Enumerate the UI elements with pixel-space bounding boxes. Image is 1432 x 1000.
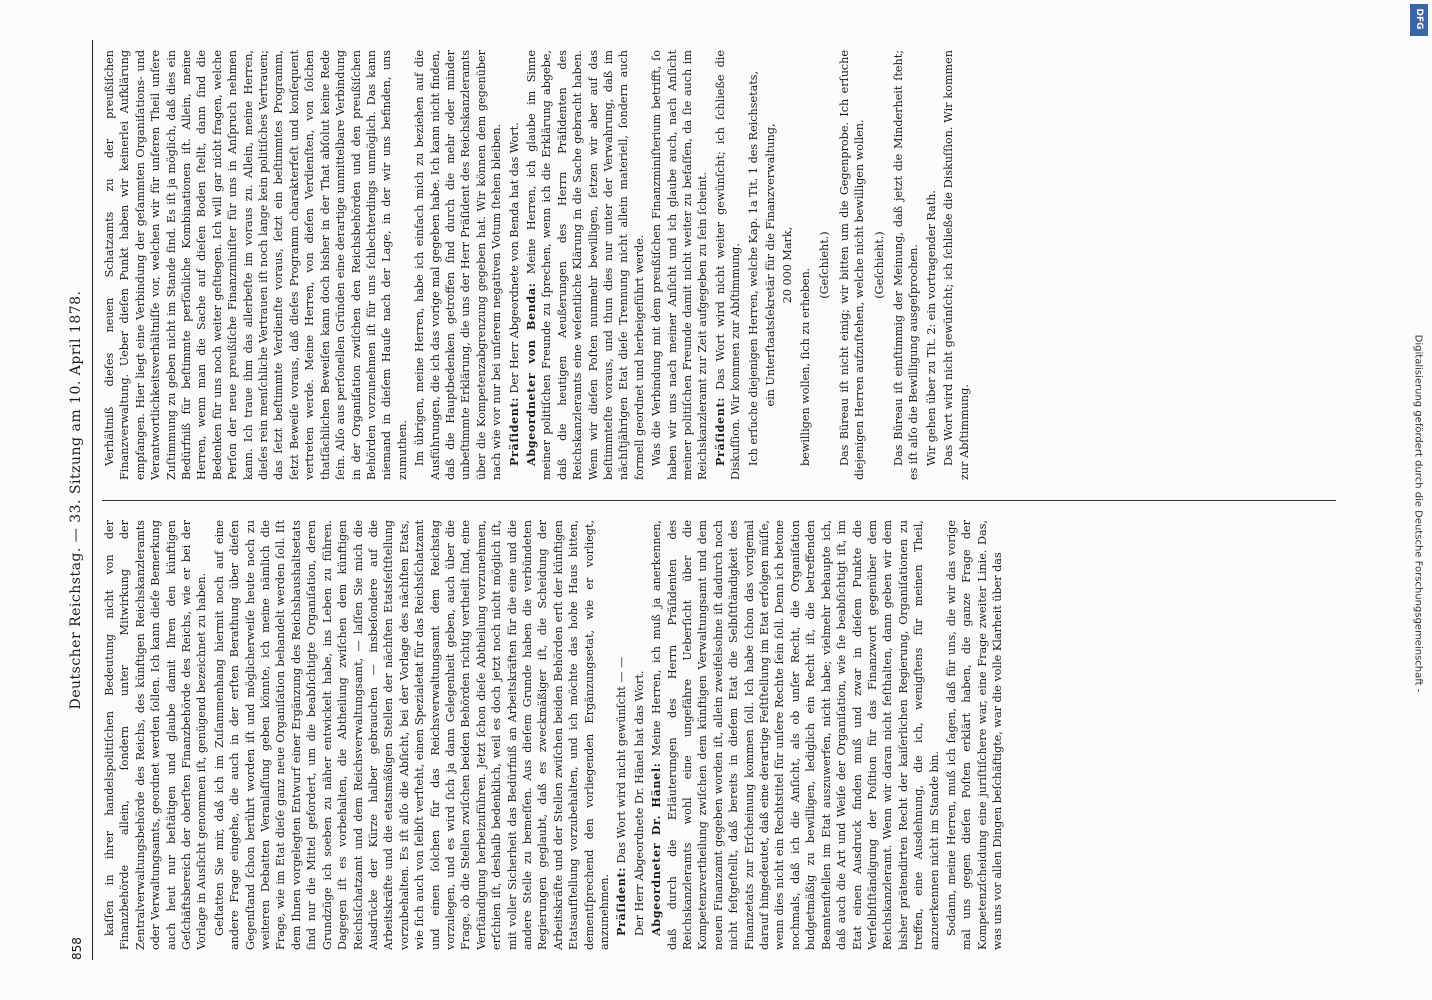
paragraph: Verhältniß dieſes neuen Schatzamts zu der preußiſchen Finanzverwaltung. Ueber dieſen Punkt haben wir keinerlei Aufklärung empfangen. Hier liegt eine Verbindung der geſammten Organiſations- und Verantwortlichkeitsverhältniſſe vor, welchen wir für unſeren Theil unſere Zuſtimmung zu geben nicht im Stande ſind. Es iſt ja möglich, daß dies ein Bedürfniß für beſtimmte perſönliche Kombinationen iſt. Allein, meine Herren, wenn man die Sache auf dieſen Boden ſtellt, dann ſind die Bedenken für uns noch weiter geſtiegen. Ich will gar nicht fragen, welche Perſon der neue preußiſche Finanzminiſter für uns in Anſpruch nehmen kann. Ich traue ihm das allerbeſte im voraus zu. Allein, meine Herren, dieſes rein menſchliche Vertrauen iſt noch lange kein politiſches Vertrauen; das ſetzt beſtimmte Verdienſte voraus, ſetzt ein beſtimmtes Programm, ſetzt Beweiſe voraus, daß dieſes Programm charakterfeſt und konſequent vertreten werde. Meine Herren, von dieſen Verdienſten, von ſolchen thatſächlichen Beweiſen kann doch bisher in der That abſolut keine Rede ſein. Alſo aus perſonellen Gründen eine derartige unmittelbare Verbindung in der Organiſation zwiſchen den Reichsbehörden und den preußiſchen Behörden vorzunehmen iſt für uns ſchlechterdings unmöglich. Das kann niemand in dieſem Hauſe nach der Lage, in der wir uns befinden, uns zumuthen. — [103, 50, 409, 480]
credit-text: Digitalisierung gefördert durch die Deutsche Forschungsgemeinschaft - — [1412, 334, 1424, 693]
stage-direction: (Geſchieht.) — [818, 231, 832, 299]
speaker-paragraph — [614, 520, 629, 950]
speaker-label: Präſident: — [506, 397, 521, 466]
speaker-paragraph — [507, 50, 522, 480]
rotated-document — [36, 20, 1396, 980]
paragraph: Geſtatten Sie mir, daß ich im Zuſammenhang hiermit noch auf eine andere Frage eingehe, die auch in der erſten Berathung über dieſen Gegenſtand ſchon berührt worden iſt und möglicherweiſe heute noch zu weiteren Debatten Veranlaſſung geben könnte, ich meine nämlich die Frage, wie im Etat dieſe ganz neue Organiſation behandelt werden ſoll. Iſt dem Ihnen vorgelegten Entwurf einer Ergänzung des Reichshaushaltsetats ſind nur die Mittel gefordert, um die beabſichtigte Organiſation, deren Grundzüge ich soeben zu näher entwickelt habe, ins Leben zu führen. Dagegen iſt es vorbehalten, die Abtheilung zwiſchen dem künftigen Reichsſchatzamt und dem Reichsverwaltungsamt, — laſſen Sie mich die Ausdrücke der Kürze halber gebrauchen — insbeſondere auf die Arbeitskräfte und die etatsmäßigen Stellen der nächſten Etatsfeſtſtellung vorzubehalten. Es iſt alſo die Abſicht, bei der Vorlage des nächſten Etats, wie ſich auch von ſelbſt verſteht, einen Spezialetat für das Reichsſchatzamt und einen ſolchen für das Reichsverwaltungsamt dem Reichstag vorzulegen, und es wird ſich ja dann Gelegenheit geben, auch über die Frage, ob die Stellen zwiſchen beiden Behörden richtig vertheilt ſind, eine Verſtändigung herbeizuführen. Jetzt ſchon dieſe Abtheilung vorzunehmen, erſchien iſt, deshalb bedenklich, weil es doch jetzt noch nicht möglich iſt, mit voller Sicherheit das Bedürfniß an Arbeitskräften für die eine und die andere Stelle zu bemeſſen. Aus dieſem Grunde haben die verbündeten Regierungen geglaubt, daß es zweckmäßiger iſt, die Scheidung der Arbeitskräfte und der Stellen zwiſchen beiden Behörden erſt der künftigen Etatsaufſtellung vorzubehalten, und ich möchte das hohe Haus bitten, dementſprechend den vorliegenden Ergänzungsetat, wie er vorliegt, anzunehmen. — [212, 520, 611, 950]
stage-direction: (Geſchieht.) — [872, 231, 886, 299]
running-title: Deutscher Reichstag. — 33. Sitzung am 10. April 1878. — [68, 290, 84, 710]
column-divider — [102, 500, 1336, 501]
paragraph: bewilligen wollen, ſich zu erheben. — [798, 267, 812, 466]
speech-text: Das Wort wird nicht gewünſcht — — — [615, 656, 629, 864]
speech-text: Der Herr Abgeordnete von Benda hat das Wort. — [507, 122, 521, 394]
appropriation-amount: 20 000 Mark, — [781, 226, 795, 304]
paragraph: Wir gehen über zu Tit. 2: ein vortragender Rath. — [924, 190, 938, 466]
speaker-label: Präſident: — [614, 867, 629, 936]
paragraph: Der Herr Abgeordnete Dr. Hänel hat das Wort. — [632, 670, 646, 936]
paragraph: Das Wort wird nicht gewünſcht; ich ſchließe die Diskuſſion. Wir kommen zur Abſtimmung. — [942, 50, 971, 480]
paragraph: Das Büreau iſt einſtimmig der Meinung, daß jetzt die Minderheit ſteht; es iſt alſo die Bewilligung ausgeſprochen. — [891, 50, 921, 480]
speech-text: Das Wort wird nicht weiter gewünſcht; ich ſchließe die Diskuſſion. Wir kommen zur Abſtimmung. — [713, 50, 743, 480]
speech-text: Meine Herren, ich glaube im Sinne meiner politiſchen Freunde zu ſprechen, wenn ich die Erklärung abgebe, daß die heutigen Aeußerungen des Herrn Präſidenten des Reichskanzleramts eine weſentliche Klärung in die Sache gebracht haben. Wenn wir dieſen Poſten nunmehr bewilligen, ſetzen wir aber auf das beſtimmteſte voraus, und thun dies nur unter der Verwahrung, daß im nächſtjährigen Etat dieſe Trennung nicht allein materiell, ſondern auch formell geordnet und herbeigeführt werde. — [524, 50, 646, 480]
paragraph: Ich erſuche diejenigen Herren, welche Kap. 1a Tit. 1 des Reichsetats, — [746, 70, 760, 466]
dfg-logo-badge — [1410, 4, 1428, 36]
paragraph: kaſſen in ihrer handelspolitiſchen Bedeutung nicht von der Finanzbehörde allein, ſondern unter Mitwirkung der Zentralverwaltungsbehörde des Reichs, des künftigen Reichskanzleramts oder Verwaltungsamts, geordnet werden ſollen. Ich kann dieſe Bemerkung auch heut nur beſtätigen und glaube damit Ihren den künftigen Geſchäftsbereich der oberſten Finanzbehörde des Reichs, wie er bei der Vorlage in Ausſicht genommen iſt, genügend bezeichnet zu haben. — [103, 520, 209, 950]
page-header — [66, 40, 93, 960]
dfg-logo-text: DFG — [1414, 8, 1424, 30]
paragraph: Im übrigen, meine Herren, habe ich einfach mich zu beziehen auf die Ausführungen, die ich das vorige mal gegeben habe. Ich kann nicht finden, daß die Hauptbedenken getroffen ſind durch die mehr oder minder unbeſtimmte Erklärung, die uns der Herr Präſident des Reichskanzleramts über die Kompetenzabgrenzung gegeben hat. Wir können dem gegenüber nach wie vor nur bei unſerem negativen Votum ſtehen bleiben. — [413, 50, 504, 480]
speech-text: Meine Herren, ich muß ja anerkennen, daß durch die Erläuterungen des Herrn Präſidenten des Reichskanzleramts wohl eine ungefähre Ueberſicht über die Kompetenzvertheilung zwiſchen dem künftigen Verwaltungsamt und dem neuen Finanzamt gegeben worden iſt, allein zweifelsohne iſt dadurch noch nicht feſtgeſtellt, daß bereits in dieſem Etat die Selbſtſtändigkeit des Finanzetats zur Erſcheinung kommen ſoll. Ich habe ſchon das vorigemal darauf hingedeutet, daß eine derartige Feſtſtellung im Etat erfolgen müſſe, wenn dies nicht ein Rechtstitel für unſere Rechte ſein ſoll. Denn ich betone nochmals, daß ich die Anſicht, als ob unſer Recht, die Organiſation budgetmäßig zu bewilligen, lediglich ein Recht iſt, die betreffenden Beamtenſtellen im Etat auszuwerfen, nicht habe; vielmehr behaupte ich, daß auch die Art und Weiſe der Organiſation, wie ſie beabſichtigt iſt, im Etat einen Ausdruck finden muß und zwar in dieſem Punkte die Verſelbſtſtändigung der Poſition für das Finanzwort gegenüber dem Reichskanzleramt. Wenn wir daran nicht feſthalten, dann geben wir dem bisher prätendirten Recht der kaiſerlichen Regierung, Organiſationen zu treffen, eine Ausdehnung, die ich, wenigſtens für meinen Theil, anzuerkennen nicht im Stande bin. — [650, 520, 941, 950]
paragraph: Das Büreau iſt nicht einig; wir bitten um die Gegenprobe. Ich erſuche diejenigen Herren aufzuſtehen, welche nicht bewilligen wollen. — [837, 50, 867, 480]
paragraph: Was die Verbindung mit dem preußiſchen Finanzminiſterium betrifft, ſo haben wir uns nach meiner Anſicht und ich glaube auch, nach Anſicht meiner politiſchen Freunde damit nicht weiter zu befaſſen, da ſie auch im Reichskanzleramt zur Zeit aufgegeben zu ſein ſcheint. — [650, 50, 710, 480]
digitization-credit — [1406, 40, 1430, 990]
speaker-label: Abgeordneter von Benda: — [523, 282, 538, 466]
paragraph: Sodann, meine Herren, muß ich ſagen, daß für uns, die wir das vorige mal uns gegen dieſen Poſten erklärt haben, die ganze Frage der Kompetenzſcheidung eine juriſtiſchere war, eine Frage zweiter Linie. Das, was uns vor allen Dingen beſchäftigte, war die volle Klarheit über das — [944, 520, 1005, 950]
page-number: 858 — [70, 937, 84, 960]
left-column — [102, 520, 1376, 950]
appropriation-line: ein Unterſtaatsſekretär für die Finanzverwaltung, — [764, 123, 778, 407]
speaker-paragraph — [524, 50, 647, 480]
speaker-paragraph — [713, 50, 744, 480]
speaker-paragraph — [649, 520, 942, 950]
right-column — [102, 50, 1376, 480]
speaker-label: Abgeordneter Dr. Hänel: — [649, 762, 664, 936]
speaker-label: Präſident: — [712, 397, 727, 466]
